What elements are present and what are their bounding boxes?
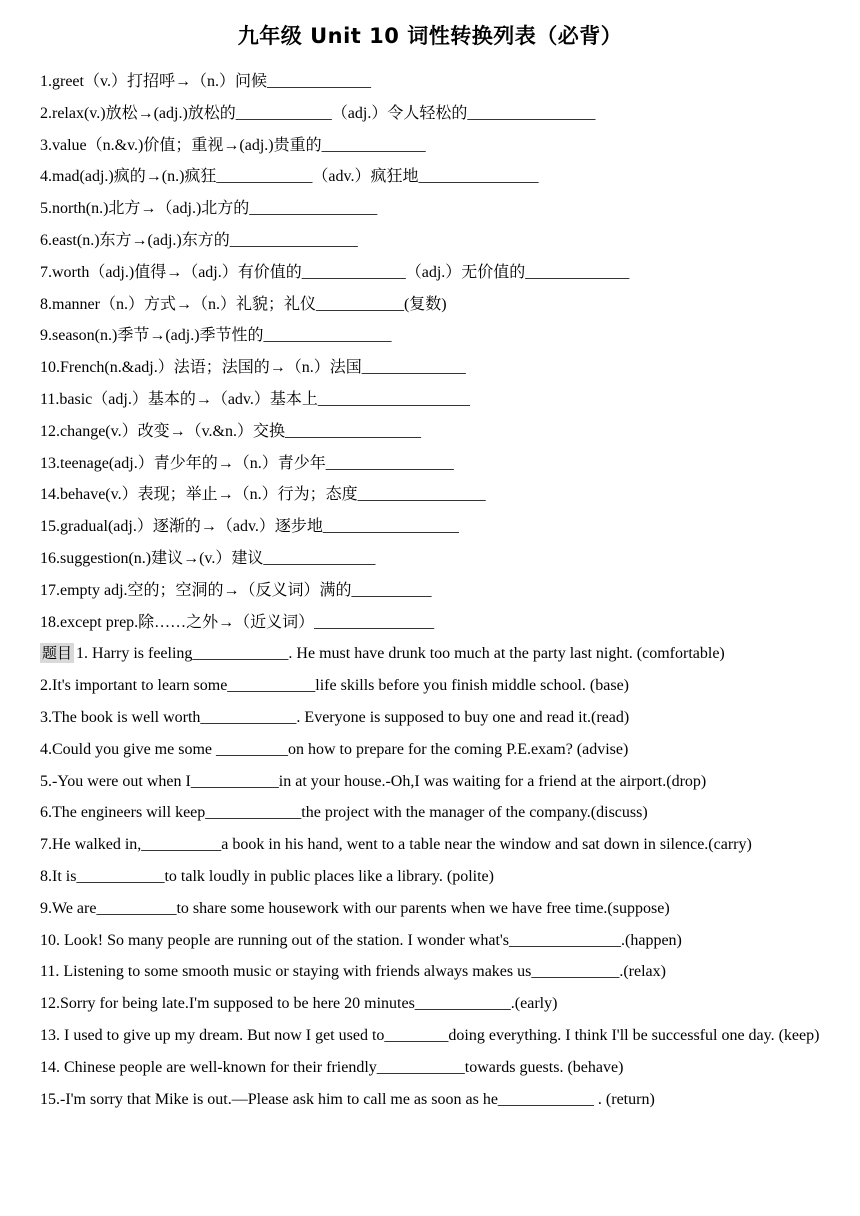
vocab-item: 14.behave(v.）表现；举止→（n.）行为；态度________________: [40, 486, 486, 504]
vocab-item: 16.suggestion(n.)建议→(v.）建议______________: [40, 549, 376, 567]
exercise-item: 5.-You were out when I___________in at your house.-Oh,I was waiting for a friend at the airport.(drop): [40, 772, 707, 790]
exercise-item: 14. Chinese people are well-known for their friendly___________towards guests. (behave): [40, 1058, 624, 1076]
vocab-list: [40, 66, 820, 638]
vocab-item: 10.French(n.&adj.）法语；法国的→（n.）法国_____________: [40, 359, 466, 377]
exercise-item: 4.Could you give me some _________on how to prepare for the coming P.E.exam? (advise): [40, 740, 629, 758]
exercise-item: 3.The book is well worth____________. Everyone is supposed to buy one and read it.(read): [40, 708, 630, 726]
vocab-item: 9.season(n.)季节→(adj.)季节性的________________: [40, 327, 392, 345]
exercise-item: 7.He walked in,__________a book in his hand, went to a table near the window and sat down in silence.(carry): [40, 836, 752, 854]
vocab-item: 4.mad(adj.)疯的→(n.)疯狂____________（adv.）疯狂地_______________: [40, 168, 539, 186]
vocab-item: 12.change(v.）改变→（v.&n.）交换_________________: [40, 422, 422, 440]
vocab-item: 17.empty adj.空的；空洞的→（反义词）满的__________: [40, 581, 432, 599]
exercise-item: 15.-I'm sorry that Mike is out.—Please ask him to call me as soon as he____________ . (return): [40, 1090, 655, 1108]
exercise-text: 1. Harry is feeling____________. He must have drunk too much at the party last night. (comfortable): [76, 645, 725, 663]
vocab-item: 6.east(n.)东方→(adj.)东方的________________: [40, 231, 358, 249]
exercise-list: [40, 638, 820, 1115]
exercise-item: 11. Listening to some smooth music or staying with friends always makes us___________.(relax): [40, 963, 666, 981]
exercise-item: [40, 638, 820, 670]
vocab-item: 5.north(n.)北方→（adj.)北方的________________: [40, 200, 378, 218]
exercise-item: 13. I used to give up my dream. But now I get used to________doing everything. I think I'll be successful one day. (keep): [40, 1026, 820, 1044]
vocab-item: 7.worth（adj.)值得→（adj.）有价值的_____________（adj.）无价值的_____________: [40, 263, 630, 281]
exercise-item: 12.Sorry for being late.I'm supposed to be here 20 minutes____________.(early): [40, 995, 558, 1013]
exercise-item: 2.It's important to learn some___________life skills before you finish middle school. (base): [40, 677, 629, 695]
exercise-item: 6.The engineers will keep____________the project with the manager of the company.(discuss): [40, 804, 648, 822]
vocab-item: 1.greet（v.）打招呼→（n.）问候_____________: [40, 73, 371, 90]
vocab-item: 8.manner（n.）方式→（n.）礼貌；礼仪___________(复数): [40, 295, 447, 313]
vocab-item: 18.except prep.除……之外→（近义词）_______________: [40, 613, 435, 631]
page-title: 九年级 Unit 10 词性转换列表（必背）: [237, 24, 623, 48]
exercise-item: 8.It is___________to talk loudly in public places like a library. (polite): [40, 867, 494, 885]
vocab-item: 11.basic（adj.）基本的→（adv.）基本上___________________: [40, 390, 470, 408]
exercise-item: 10. Look! So many people are running out of the station. I wonder what's______________.(happen): [40, 931, 682, 949]
exercise-label: 题目: [42, 644, 73, 663]
vocab-item: 13.teenage(adj.）青少年的→（n.）青少年________________: [40, 454, 454, 472]
vocab-item: 3.value（n.&v.)价值；重视→(adj.)贵重的_____________: [40, 136, 426, 154]
vocab-item: 2.relax(v.)放松→(adj.)放松的____________（adj.）令人轻松的________________: [40, 104, 596, 122]
exercise-item: 9.We are__________to share some housework with our parents when we have free time.(suppose): [40, 899, 670, 917]
vocab-item: 15.gradual(adj.）逐渐的→（adv.）逐步地_________________: [40, 518, 459, 536]
